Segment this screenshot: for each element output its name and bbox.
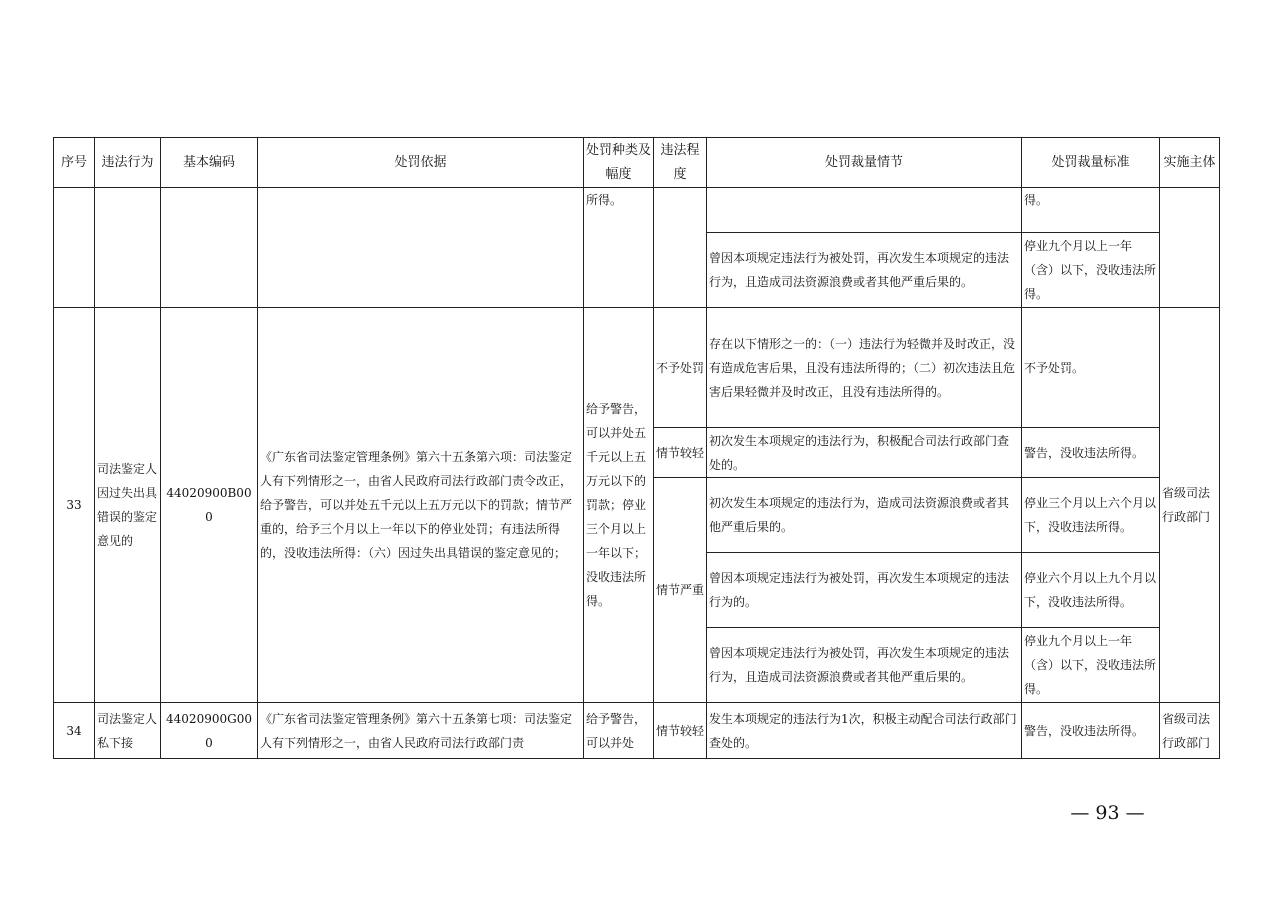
row33-standard-5: 停业九个月以上一年（含）以下，没收违法所得。 xyxy=(1022,628,1160,703)
header-seq: 序号 xyxy=(54,138,95,188)
header-type: 处罚种类及幅度 xyxy=(584,138,654,188)
row33-circumstance-1: 存在以下情形之一的：（一）违法行为轻微并及时改正，没有造成危害后果，且没有违法所得的；（二）初次违法且危害后果轻微并及时改正，且没有违法所得的。 xyxy=(707,308,1022,428)
row33-degree-3: 情节严重 xyxy=(654,478,707,703)
page-number: — 93 — xyxy=(1070,802,1145,824)
row34-subject: 省级司法行政部门 xyxy=(1160,703,1220,759)
row34-basis: 《广东省司法鉴定管理条例》第六十五条第七项：司法鉴定人有下列情形之一，由省人民政府司法行政部门责 xyxy=(258,703,584,759)
row34-standard: 警告，没收违法所得。 xyxy=(1022,703,1160,759)
header-degree: 违法程度 xyxy=(654,138,707,188)
table-row xyxy=(54,308,1220,428)
cont-act xyxy=(95,188,161,308)
row33-standard-4: 停业六个月以上九个月以下，没收违法所得。 xyxy=(1022,553,1160,628)
row34-degree: 情节较轻 xyxy=(654,703,707,759)
row33-basis: 《广东省司法鉴定管理条例》第六十五条第六项：司法鉴定人有下列情形之一，由省人民政府司法行政部门责令改正，给予警告，可以并处五千元以上五万元以下的罚款；情节严重的，给予三个月以上一年以下的停业处罚；有违法所得的，没收违法所得：（六）因过失出具错误的鉴定意见的； xyxy=(258,308,584,703)
cont-circumstance-2: 曾因本项规定违法行为被处罚，再次发生本项规定的违法行为，且造成司法资源浪费或者其他严重后果的。 xyxy=(707,233,1022,308)
row33-subject: 省级司法行政部门 xyxy=(1160,308,1220,703)
header-subject: 实施主体 xyxy=(1160,138,1220,188)
row33-standard-2: 警告，没收违法所得。 xyxy=(1022,428,1160,478)
row33-standard-1: 不予处罚。 xyxy=(1022,308,1160,428)
row33-circumstance-4: 曾因本项规定违法行为被处罚，再次发生本项规定的违法行为的。 xyxy=(707,553,1022,628)
cont-circumstance-1 xyxy=(707,188,1022,233)
cont-standard-1: 得。 xyxy=(1022,188,1160,233)
cont-subject xyxy=(1160,188,1220,308)
row33-circumstance-2: 初次发生本项规定的违法行为，积极配合司法行政部门查处的。 xyxy=(707,428,1022,478)
header-basis: 处罚依据 xyxy=(258,138,584,188)
cont-code xyxy=(161,188,258,308)
row33-circumstance-3: 初次发生本项规定的违法行为，造成司法资源浪费或者其他严重后果的。 xyxy=(707,478,1022,553)
row33-act: 司法鉴定人因过失出具错误的鉴定意见的 xyxy=(95,308,161,703)
row34-circumstance: 发生本项规定的违法行为1次，积极主动配合司法行政部门查处的。 xyxy=(707,703,1022,759)
header-circumstance: 处罚裁量情节 xyxy=(707,138,1022,188)
row34-seq: 34 xyxy=(54,703,95,759)
cont-degree xyxy=(654,188,707,308)
penalty-table xyxy=(53,137,1220,759)
cont-standard-2: 停业九个月以上一年（含）以下，没收违法所得。 xyxy=(1022,233,1160,308)
row33-circumstance-5: 曾因本项规定违法行为被处罚，再次发生本项规定的违法行为，且造成司法资源浪费或者其他严重后果的。 xyxy=(707,628,1022,703)
row34-code: 44020900G000 xyxy=(161,703,258,759)
header-act: 违法行为 xyxy=(95,138,161,188)
cont-seq xyxy=(54,188,95,308)
row33-degree-2: 情节较轻 xyxy=(654,428,707,478)
cont-type: 所得。 xyxy=(584,188,654,308)
row34-type: 给予警告，可以并处 xyxy=(584,703,654,759)
row34-act: 司法鉴定人私下接 xyxy=(95,703,161,759)
row33-type: 给予警告，可以并处五千元以上五万元以下的罚款；停业三个月以上一年以下；没收违法所得。 xyxy=(584,308,654,703)
row33-code: 44020900B000 xyxy=(161,308,258,703)
header-standard: 处罚裁量标准 xyxy=(1022,138,1160,188)
table-row xyxy=(54,703,1220,759)
table-row xyxy=(54,188,1220,233)
row33-standard-3: 停业三个月以上六个月以下，没收违法所得。 xyxy=(1022,478,1160,553)
header-code: 基本编码 xyxy=(161,138,258,188)
row33-seq: 33 xyxy=(54,308,95,703)
table-header-row xyxy=(54,138,1220,188)
cont-basis xyxy=(258,188,584,308)
row33-degree-1: 不予处罚 xyxy=(654,308,707,428)
